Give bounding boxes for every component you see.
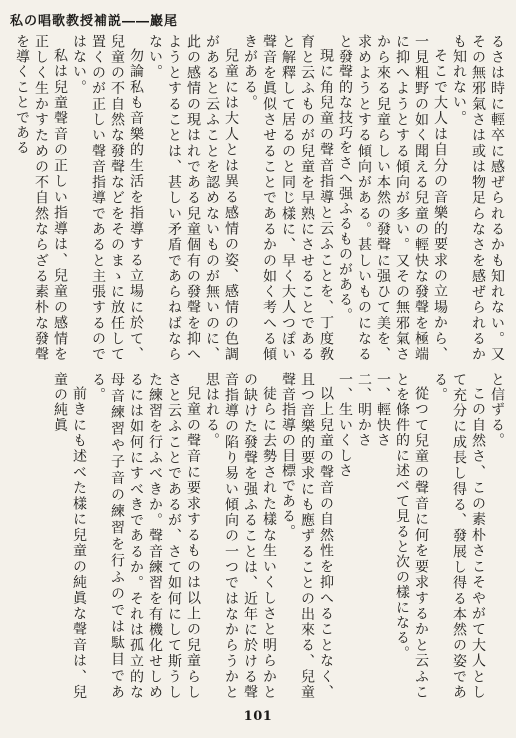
paragraph: この自然さ、この素朴さこそやがて大人として充分に成長し得る、發展し得る本然の姿である。 [432,372,486,700]
paragraph: 兒童には大人とは異る感情の姿、感情の色調があると云ふことを認めないものが無いのに、此の感情の現はれである兒童個有の發聲を抑へようとすることは、甚しい矛盾であらねばならない。 [147,34,239,362]
paragraph: そこで大人は自分の音樂的要求の立場から、一見粗野の如く聞える兒童の輕快な發聲を極端に抑へようとする傾向が多い。又その無邪氣さから來る兒童らしい本然の發聲に强ひて美を、求めようとする傾向がある。甚しいものになると發聲的な技巧をさへ强ふるものがある。 [337,34,448,362]
paragraph: るさは時に輕卒に感ぜられるかも知れない。又その無邪氣さは或は物足らなさを感ぜられるかも知れない。 [451,34,505,362]
paragraph: 現に角兒童の聲音指導と云ふことを、丁度敎育と云ふものが兒童を早熟にさせることであると解釋して居るのと同じ樣に、早く大人つぽい聲音を眞似させることであるかの如く考へる傾きがある。 [242,34,334,362]
paragraph: 前きにも述べた樣に兒童の純眞な聲音は、兒童の純眞 [52,372,87,700]
body-text [10,34,506,702]
paragraph: 勿論私も音樂的生活を指導する立場に於て、兒童の不自然な發聲などをそのまゝに放任して置くのが正しい聲音指導であると主張するのではない。 [71,34,144,362]
running-header [10,10,506,32]
paragraph: 私は兒童聲音の正しい指導は、兒童の感情を正しく生かすための不自然ならざる素朴な發聲を導くことである [14,34,68,362]
list-item: 一、生いくしさ [337,372,353,479]
paragraph: 徒らに去勢された樣な生いくしさと明らかとの缺けた發聲を强ふることは、近年に於ける聲音指導の陷り易い傾向の一つではなからうかと思はれる。 [204,372,277,700]
lower-text-block [10,372,506,700]
list-item: 二、明かさ [356,372,372,448]
list-item: 一、輕快さ [375,372,391,448]
paragraph: 以上兒童の聲音の自然性を抑へることなく、且つ音樂的要求にも應ずることの出來る、兒童聲音指導の目標である。 [280,372,334,700]
page-number: 101 [243,709,273,724]
header-title: 私の唱歌教授補説――巖尾 [10,14,179,29]
upper-text-block [10,34,506,362]
paragraph: 兒童の聲音に要求するものは以上の兒童らしさと云ふことであるが、さて如何にして斯うした練習を行ふべきか。聲音練習を有機化せしめるには如何にすべきであるか。それは孤立的な母音練習や子音の練習を行ふのでは駄目である。 [90,372,201,700]
paragraph: と信ずる。 [489,372,505,448]
paragraph: 從つて兒童の聲音に何を要求するかと云ふことを條件的に述べて見ると次の樣になる。 [394,372,429,700]
